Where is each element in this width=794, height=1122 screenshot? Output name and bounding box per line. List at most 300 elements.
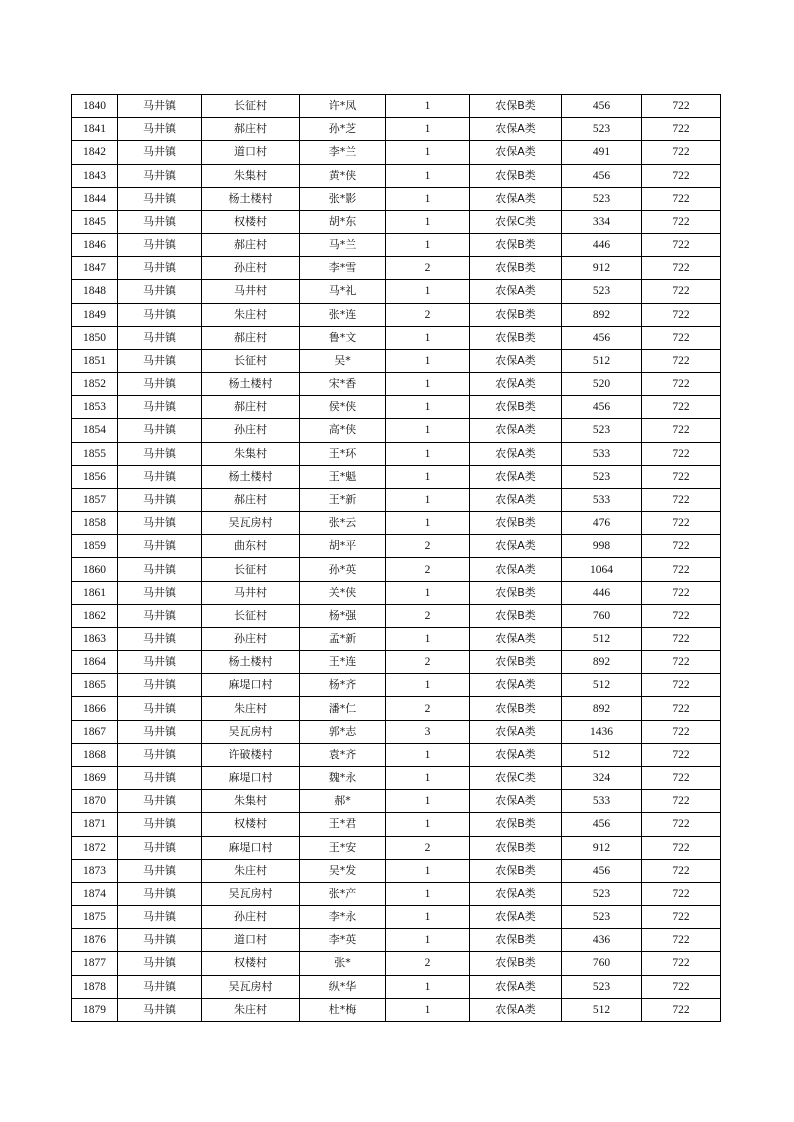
table-row	[72, 303, 721, 326]
village-cell: 吴瓦房村	[202, 975, 300, 998]
name-cell: 鲁*文	[300, 326, 386, 349]
table-row	[72, 187, 721, 210]
town-cell: 马井镇	[118, 234, 202, 257]
table-row	[72, 859, 721, 882]
town-cell: 马井镇	[118, 906, 202, 929]
category-cell: 农保B类	[470, 326, 562, 349]
table-row	[72, 813, 721, 836]
serial-cell: 1868	[72, 743, 118, 766]
standard-cell: 722	[642, 882, 721, 905]
amount-cell: 533	[562, 790, 642, 813]
amount-cell: 456	[562, 95, 642, 118]
serial-cell: 1863	[72, 627, 118, 650]
table-row	[72, 975, 721, 998]
table-row	[72, 581, 721, 604]
name-cell: 关*侠	[300, 581, 386, 604]
village-cell: 郝庄村	[202, 118, 300, 141]
standard-cell: 722	[642, 766, 721, 789]
town-cell: 马井镇	[118, 604, 202, 627]
standard-cell: 722	[642, 141, 721, 164]
standard-cell: 722	[642, 187, 721, 210]
standard-cell: 722	[642, 929, 721, 952]
amount-cell: 456	[562, 859, 642, 882]
standard-cell: 722	[642, 906, 721, 929]
town-cell: 马井镇	[118, 790, 202, 813]
village-cell: 权楼村	[202, 210, 300, 233]
serial-cell: 1846	[72, 234, 118, 257]
standard-cell: 722	[642, 95, 721, 118]
amount-cell: 523	[562, 187, 642, 210]
village-cell: 长征村	[202, 95, 300, 118]
name-cell: 郝*	[300, 790, 386, 813]
serial-cell: 1864	[72, 651, 118, 674]
amount-cell: 892	[562, 303, 642, 326]
category-cell: 农保C类	[470, 766, 562, 789]
village-cell: 朱庄村	[202, 697, 300, 720]
amount-cell: 456	[562, 164, 642, 187]
village-cell: 吴瓦房村	[202, 720, 300, 743]
town-cell: 马井镇	[118, 349, 202, 372]
name-cell: 孙*芝	[300, 118, 386, 141]
records-table	[71, 94, 721, 1022]
table-row	[72, 998, 721, 1021]
name-cell: 马*兰	[300, 234, 386, 257]
category-cell: 农保B类	[470, 952, 562, 975]
name-cell: 王*君	[300, 813, 386, 836]
category-cell: 农保A类	[470, 280, 562, 303]
standard-cell: 722	[642, 118, 721, 141]
name-cell: 张*连	[300, 303, 386, 326]
category-cell: 农保A类	[470, 442, 562, 465]
town-cell: 马井镇	[118, 627, 202, 650]
count-cell: 1	[386, 998, 470, 1021]
amount-cell: 523	[562, 465, 642, 488]
standard-cell: 722	[642, 697, 721, 720]
standard-cell: 722	[642, 373, 721, 396]
town-cell: 马井镇	[118, 512, 202, 535]
amount-cell: 512	[562, 674, 642, 697]
count-cell: 1	[386, 975, 470, 998]
count-cell: 1	[386, 743, 470, 766]
name-cell: 侯*侠	[300, 396, 386, 419]
name-cell: 黄*侠	[300, 164, 386, 187]
standard-cell: 722	[642, 396, 721, 419]
standard-cell: 722	[642, 326, 721, 349]
amount-cell: 1436	[562, 720, 642, 743]
name-cell: 张*产	[300, 882, 386, 905]
amount-cell: 912	[562, 257, 642, 280]
village-cell: 孙庄村	[202, 906, 300, 929]
category-cell: 农保A类	[470, 627, 562, 650]
village-cell: 吴瓦房村	[202, 882, 300, 905]
village-cell: 杨土楼村	[202, 187, 300, 210]
serial-cell: 1849	[72, 303, 118, 326]
village-cell: 麻堤口村	[202, 674, 300, 697]
category-cell: 农保A类	[470, 465, 562, 488]
standard-cell: 722	[642, 836, 721, 859]
name-cell: 杨*强	[300, 604, 386, 627]
category-cell: 农保B类	[470, 836, 562, 859]
table-row	[72, 743, 721, 766]
count-cell: 1	[386, 674, 470, 697]
serial-cell: 1844	[72, 187, 118, 210]
table-row	[72, 697, 721, 720]
table-row	[72, 720, 721, 743]
amount-cell: 998	[562, 535, 642, 558]
amount-cell: 523	[562, 118, 642, 141]
standard-cell: 722	[642, 512, 721, 535]
category-cell: 农保A类	[470, 488, 562, 511]
amount-cell: 456	[562, 396, 642, 419]
serial-cell: 1847	[72, 257, 118, 280]
table-row	[72, 118, 721, 141]
village-cell: 长征村	[202, 349, 300, 372]
table-row	[72, 419, 721, 442]
count-cell: 1	[386, 396, 470, 419]
standard-cell: 722	[642, 813, 721, 836]
category-cell: 农保A类	[470, 720, 562, 743]
serial-cell: 1840	[72, 95, 118, 118]
count-cell: 1	[386, 118, 470, 141]
serial-cell: 1854	[72, 419, 118, 442]
name-cell: 胡*东	[300, 210, 386, 233]
count-cell: 1	[386, 326, 470, 349]
name-cell: 纵*华	[300, 975, 386, 998]
count-cell: 2	[386, 836, 470, 859]
count-cell: 1	[386, 512, 470, 535]
serial-cell: 1866	[72, 697, 118, 720]
town-cell: 马井镇	[118, 998, 202, 1021]
village-cell: 朱集村	[202, 790, 300, 813]
village-cell: 长征村	[202, 604, 300, 627]
table-row	[72, 929, 721, 952]
standard-cell: 722	[642, 975, 721, 998]
village-cell: 郝庄村	[202, 396, 300, 419]
town-cell: 马井镇	[118, 373, 202, 396]
amount-cell: 523	[562, 280, 642, 303]
village-cell: 马井村	[202, 280, 300, 303]
standard-cell: 722	[642, 558, 721, 581]
table-row	[72, 442, 721, 465]
name-cell: 魏*永	[300, 766, 386, 789]
name-cell: 吴*	[300, 349, 386, 372]
amount-cell: 523	[562, 975, 642, 998]
serial-cell: 1855	[72, 442, 118, 465]
name-cell: 杨*齐	[300, 674, 386, 697]
table-row	[72, 906, 721, 929]
amount-cell: 892	[562, 651, 642, 674]
standard-cell: 722	[642, 790, 721, 813]
amount-cell: 1064	[562, 558, 642, 581]
table-row	[72, 488, 721, 511]
standard-cell: 722	[642, 743, 721, 766]
name-cell: 杜*梅	[300, 998, 386, 1021]
category-cell: 农保A类	[470, 349, 562, 372]
serial-cell: 1865	[72, 674, 118, 697]
town-cell: 马井镇	[118, 952, 202, 975]
village-cell: 朱庄村	[202, 859, 300, 882]
amount-cell: 760	[562, 604, 642, 627]
name-cell: 袁*齐	[300, 743, 386, 766]
amount-cell: 456	[562, 813, 642, 836]
standard-cell: 722	[642, 952, 721, 975]
serial-cell: 1842	[72, 141, 118, 164]
amount-cell: 892	[562, 697, 642, 720]
name-cell: 孙*英	[300, 558, 386, 581]
count-cell: 2	[386, 535, 470, 558]
village-cell: 权楼村	[202, 813, 300, 836]
category-cell: 农保B类	[470, 929, 562, 952]
count-cell: 1	[386, 373, 470, 396]
standard-cell: 722	[642, 859, 721, 882]
serial-cell: 1843	[72, 164, 118, 187]
count-cell: 1	[386, 465, 470, 488]
amount-cell: 334	[562, 210, 642, 233]
table-row	[72, 257, 721, 280]
amount-cell: 520	[562, 373, 642, 396]
category-cell: 农保A类	[470, 906, 562, 929]
town-cell: 马井镇	[118, 465, 202, 488]
village-cell: 麻堤口村	[202, 836, 300, 859]
name-cell: 马*礼	[300, 280, 386, 303]
serial-cell: 1876	[72, 929, 118, 952]
village-cell: 孙庄村	[202, 419, 300, 442]
count-cell: 1	[386, 349, 470, 372]
count-cell: 1	[386, 766, 470, 789]
amount-cell: 512	[562, 349, 642, 372]
category-cell: 农保B类	[470, 257, 562, 280]
town-cell: 马井镇	[118, 210, 202, 233]
table-row	[72, 836, 721, 859]
count-cell: 2	[386, 303, 470, 326]
table-row	[72, 95, 721, 118]
name-cell: 张*云	[300, 512, 386, 535]
amount-cell: 512	[562, 627, 642, 650]
amount-cell: 324	[562, 766, 642, 789]
name-cell: 李*英	[300, 929, 386, 952]
amount-cell: 446	[562, 234, 642, 257]
serial-cell: 1871	[72, 813, 118, 836]
town-cell: 马井镇	[118, 396, 202, 419]
table-row	[72, 882, 721, 905]
village-cell: 朱庄村	[202, 303, 300, 326]
standard-cell: 722	[642, 998, 721, 1021]
category-cell: 农保A类	[470, 790, 562, 813]
amount-cell: 533	[562, 442, 642, 465]
count-cell: 2	[386, 651, 470, 674]
standard-cell: 722	[642, 604, 721, 627]
serial-cell: 1870	[72, 790, 118, 813]
amount-cell: 456	[562, 326, 642, 349]
count-cell: 2	[386, 697, 470, 720]
village-cell: 朱集村	[202, 442, 300, 465]
amount-cell: 533	[562, 488, 642, 511]
name-cell: 郭*志	[300, 720, 386, 743]
count-cell: 1	[386, 581, 470, 604]
town-cell: 马井镇	[118, 558, 202, 581]
village-cell: 吴瓦房村	[202, 512, 300, 535]
town-cell: 马井镇	[118, 859, 202, 882]
standard-cell: 722	[642, 651, 721, 674]
name-cell: 王*新	[300, 488, 386, 511]
category-cell: 农保B类	[470, 813, 562, 836]
town-cell: 马井镇	[118, 743, 202, 766]
table-row	[72, 674, 721, 697]
category-cell: 农保B类	[470, 396, 562, 419]
amount-cell: 523	[562, 906, 642, 929]
count-cell: 1	[386, 790, 470, 813]
serial-cell: 1841	[72, 118, 118, 141]
standard-cell: 722	[642, 234, 721, 257]
count-cell: 1	[386, 859, 470, 882]
town-cell: 马井镇	[118, 535, 202, 558]
count-cell: 1	[386, 442, 470, 465]
category-cell: 农保B类	[470, 234, 562, 257]
count-cell: 1	[386, 95, 470, 118]
table-row	[72, 326, 721, 349]
count-cell: 2	[386, 952, 470, 975]
standard-cell: 722	[642, 627, 721, 650]
town-cell: 马井镇	[118, 164, 202, 187]
village-cell: 杨土楼村	[202, 465, 300, 488]
table-row	[72, 604, 721, 627]
town-cell: 马井镇	[118, 697, 202, 720]
standard-cell: 722	[642, 210, 721, 233]
amount-cell: 446	[562, 581, 642, 604]
village-cell: 杨土楼村	[202, 651, 300, 674]
category-cell: 农保A类	[470, 998, 562, 1021]
town-cell: 马井镇	[118, 303, 202, 326]
document-page	[71, 94, 720, 1022]
village-cell: 杨土楼村	[202, 373, 300, 396]
serial-cell: 1861	[72, 581, 118, 604]
name-cell: 宋*香	[300, 373, 386, 396]
town-cell: 马井镇	[118, 141, 202, 164]
category-cell: 农保B类	[470, 303, 562, 326]
village-cell: 郝庄村	[202, 234, 300, 257]
village-cell: 孙庄村	[202, 257, 300, 280]
category-cell: 农保B类	[470, 697, 562, 720]
name-cell: 李*兰	[300, 141, 386, 164]
serial-cell: 1856	[72, 465, 118, 488]
village-cell: 郝庄村	[202, 488, 300, 511]
count-cell: 2	[386, 604, 470, 627]
amount-cell: 523	[562, 419, 642, 442]
town-cell: 马井镇	[118, 651, 202, 674]
table-row	[72, 512, 721, 535]
count-cell: 1	[386, 882, 470, 905]
serial-cell: 1879	[72, 998, 118, 1021]
count-cell: 1	[386, 813, 470, 836]
name-cell: 潘*仁	[300, 697, 386, 720]
serial-cell: 1850	[72, 326, 118, 349]
category-cell: 农保A类	[470, 118, 562, 141]
town-cell: 马井镇	[118, 581, 202, 604]
category-cell: 农保A类	[470, 373, 562, 396]
name-cell: 吴*发	[300, 859, 386, 882]
town-cell: 马井镇	[118, 975, 202, 998]
category-cell: 农保B类	[470, 581, 562, 604]
serial-cell: 1853	[72, 396, 118, 419]
serial-cell: 1872	[72, 836, 118, 859]
category-cell: 农保A类	[470, 558, 562, 581]
count-cell: 1	[386, 627, 470, 650]
amount-cell: 523	[562, 882, 642, 905]
amount-cell: 512	[562, 743, 642, 766]
village-cell: 郝庄村	[202, 326, 300, 349]
town-cell: 马井镇	[118, 187, 202, 210]
category-cell: 农保B类	[470, 512, 562, 535]
serial-cell: 1860	[72, 558, 118, 581]
name-cell: 王*魁	[300, 465, 386, 488]
category-cell: 农保B类	[470, 651, 562, 674]
name-cell: 王*安	[300, 836, 386, 859]
amount-cell: 491	[562, 141, 642, 164]
count-cell: 1	[386, 210, 470, 233]
village-cell: 权楼村	[202, 952, 300, 975]
town-cell: 马井镇	[118, 674, 202, 697]
table-body	[72, 95, 721, 1022]
table-row	[72, 396, 721, 419]
category-cell: 农保A类	[470, 535, 562, 558]
town-cell: 马井镇	[118, 280, 202, 303]
count-cell: 1	[386, 419, 470, 442]
serial-cell: 1858	[72, 512, 118, 535]
count-cell: 1	[386, 141, 470, 164]
category-cell: 农保A类	[470, 975, 562, 998]
standard-cell: 722	[642, 535, 721, 558]
category-cell: 农保B类	[470, 604, 562, 627]
village-cell: 孙庄村	[202, 627, 300, 650]
serial-cell: 1851	[72, 349, 118, 372]
table-row	[72, 349, 721, 372]
table-row	[72, 373, 721, 396]
count-cell: 2	[386, 257, 470, 280]
count-cell: 1	[386, 488, 470, 511]
serial-cell: 1875	[72, 906, 118, 929]
table-row	[72, 164, 721, 187]
name-cell: 孟*新	[300, 627, 386, 650]
serial-cell: 1857	[72, 488, 118, 511]
amount-cell: 512	[562, 998, 642, 1021]
village-cell: 道口村	[202, 929, 300, 952]
standard-cell: 722	[642, 257, 721, 280]
category-cell: 农保A类	[470, 141, 562, 164]
standard-cell: 722	[642, 581, 721, 604]
count-cell: 1	[386, 906, 470, 929]
town-cell: 马井镇	[118, 118, 202, 141]
serial-cell: 1878	[72, 975, 118, 998]
town-cell: 马井镇	[118, 419, 202, 442]
table-row	[72, 141, 721, 164]
standard-cell: 722	[642, 465, 721, 488]
serial-cell: 1877	[72, 952, 118, 975]
village-cell: 马井村	[202, 581, 300, 604]
town-cell: 马井镇	[118, 766, 202, 789]
serial-cell: 1867	[72, 720, 118, 743]
category-cell: 农保B类	[470, 95, 562, 118]
town-cell: 马井镇	[118, 813, 202, 836]
standard-cell: 722	[642, 720, 721, 743]
standard-cell: 722	[642, 674, 721, 697]
category-cell: 农保A类	[470, 882, 562, 905]
standard-cell: 722	[642, 164, 721, 187]
amount-cell: 436	[562, 929, 642, 952]
town-cell: 马井镇	[118, 929, 202, 952]
category-cell: 农保C类	[470, 210, 562, 233]
name-cell: 张*影	[300, 187, 386, 210]
category-cell: 农保A类	[470, 674, 562, 697]
